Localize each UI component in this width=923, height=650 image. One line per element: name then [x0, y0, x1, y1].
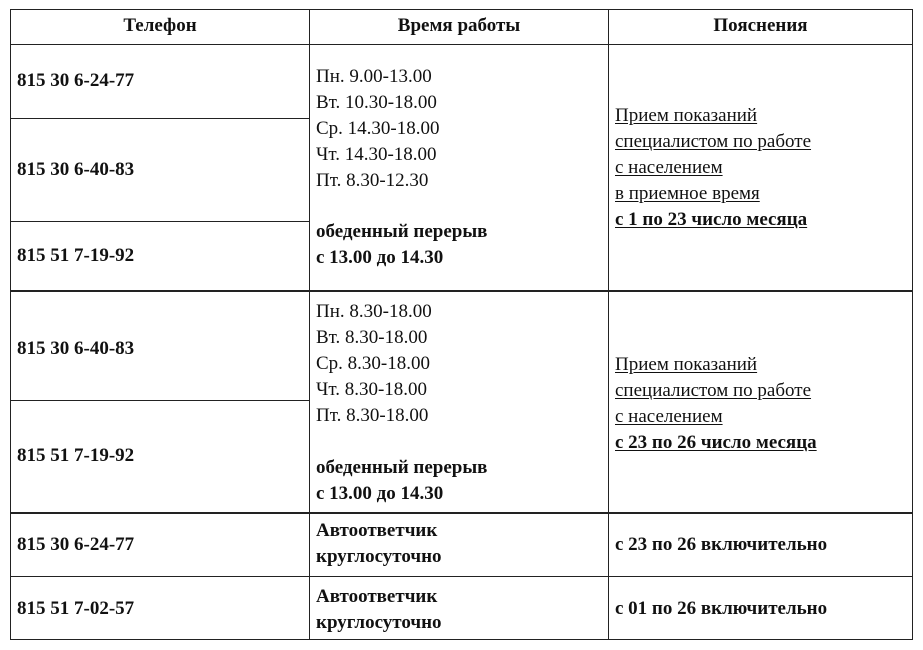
notes-g1-line3: с населением — [615, 157, 723, 178]
border-col2 — [608, 9, 609, 640]
phone-g2-2: 815 51 7-19-92 — [17, 445, 135, 466]
phone-g1-2: 815 30 6-40-83 — [17, 159, 135, 180]
schedule-g1-tue: Вт. 10.30-18.00 — [316, 92, 437, 113]
border-left — [10, 9, 11, 640]
border-g1-end — [10, 290, 913, 292]
schedule-g1-wed: Ср. 14.30-18.00 — [316, 118, 440, 139]
border-g1-r1 — [10, 118, 310, 119]
notes-g1-line4: в приемное время — [615, 183, 760, 204]
header-phone: Телефон — [123, 15, 197, 36]
border-header — [10, 44, 913, 45]
border-r3-end — [10, 576, 913, 577]
hours-row3-line1: Автоответчик — [316, 520, 438, 541]
schedule-g1-fri: Пт. 8.30-12.30 — [316, 170, 429, 191]
border-g2-r1 — [10, 400, 310, 401]
phone-g1-3: 815 51 7-19-92 — [17, 245, 135, 266]
hours-row4-line2: круглосуточно — [316, 612, 442, 633]
schedule-g2-fri: Пт. 8.30-18.00 — [316, 405, 429, 426]
note-row3: с 23 по 26 включительно — [615, 534, 828, 555]
schedule-g2-thu: Чт. 8.30-18.00 — [316, 379, 428, 400]
notes-g1-period: с 1 по 23 число месяца — [615, 209, 808, 230]
phone-row3: 815 30 6-24-77 — [17, 534, 135, 555]
phone-g1-1: 815 30 6-24-77 — [17, 70, 135, 91]
border-col1 — [309, 9, 310, 640]
schedule-g1-mon: Пн. 9.00-13.00 — [316, 66, 432, 87]
notes-g1-line2: специалистом по работе — [615, 131, 812, 152]
border-g2-end — [10, 512, 913, 514]
schedule-g1-thu: Чт. 14.30-18.00 — [316, 144, 437, 165]
header-notes: Пояснения — [713, 15, 808, 36]
schedule-g2-mon: Пн. 8.30-18.00 — [316, 301, 432, 322]
border-g1-r2 — [10, 221, 310, 222]
border-right — [912, 9, 913, 640]
header-hours: Время работы — [397, 15, 521, 36]
lunch-g2-time: с 13.00 до 14.30 — [316, 483, 444, 504]
lunch-g2-title: обеденный перерыв — [316, 457, 488, 478]
notes-g2-line3: с населением — [615, 406, 723, 427]
note-row4: с 01 по 26 включительно — [615, 598, 828, 619]
phone-g2-1: 815 30 6-40-83 — [17, 338, 135, 359]
border-top — [10, 9, 913, 10]
lunch-g1-time: с 13.00 до 14.30 — [316, 247, 444, 268]
schedule-g2-wed: Ср. 8.30-18.00 — [316, 353, 430, 374]
notes-g2-period: с 23 по 26 число месяца — [615, 432, 817, 453]
hours-row4-line1: Автоответчик — [316, 586, 438, 607]
phone-row4: 815 51 7-02-57 — [17, 598, 135, 619]
notes-g1-line1: Прием показаний — [615, 105, 758, 126]
notes-g2-line2: специалистом по работе — [615, 380, 812, 401]
border-bottom — [10, 639, 913, 640]
hours-row3-line2: круглосуточно — [316, 546, 442, 567]
schedule-g2-tue: Вт. 8.30-18.00 — [316, 327, 428, 348]
lunch-g1-title: обеденный перерыв — [316, 221, 488, 242]
notes-g2-line1: Прием показаний — [615, 354, 758, 375]
